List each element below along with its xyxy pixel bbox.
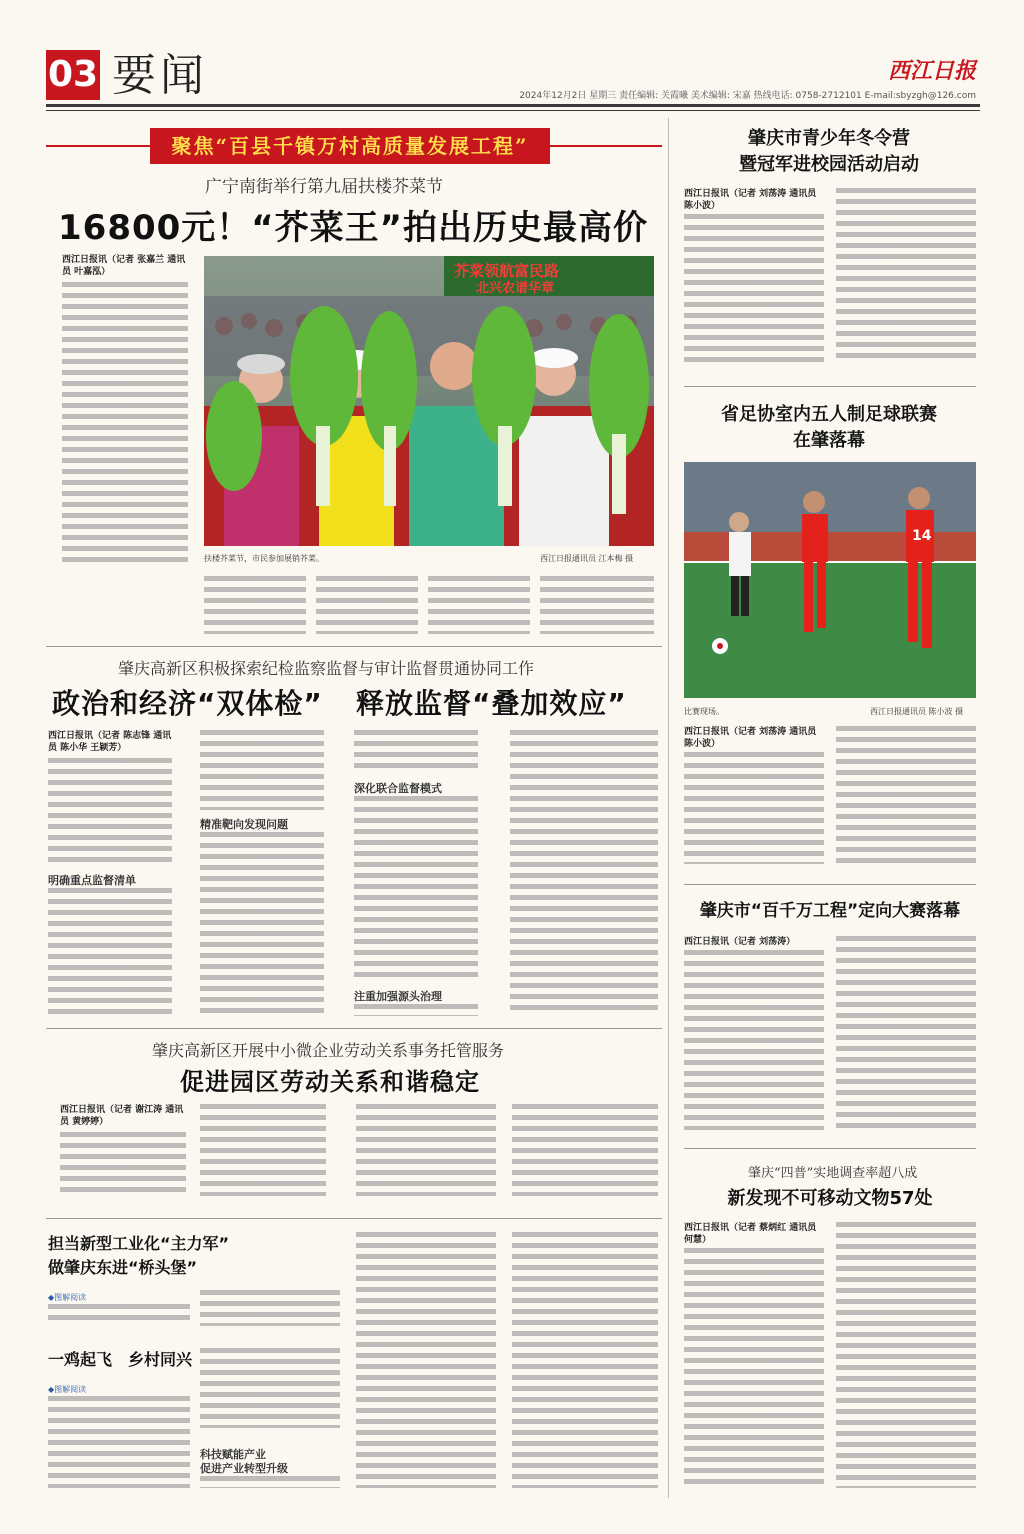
contest-byline: 西江日报讯（记者 刘荡涛） [684,937,796,947]
contest-body-col1 [684,950,824,1130]
newspaper-logo: 西江日报 [887,58,976,84]
section-divider [46,1218,662,1219]
audit-body-col2a [200,730,324,810]
lead-body-col4 [428,576,530,634]
camp-body-col1 [684,214,824,364]
topic-banner: 聚焦“百县千镇万村高质量发展工程” [150,128,550,164]
football-byline: 西江日报讯（记者 刘荡涛 通讯员 陈小波） [684,727,817,749]
industry-summary-1b [200,1290,340,1326]
camp-body-col2 [836,188,976,364]
industry-body-col2c [200,1476,340,1488]
lead-body-col2 [204,576,306,634]
football-headline-1: 省足协室内五人制足球联赛 [721,404,937,425]
mustard-festival-photo [204,256,654,546]
contest-body-col2 [836,936,976,1130]
svg-text:14: 14 [912,528,932,544]
audit-body-col1b [48,888,172,1014]
masthead [46,50,980,106]
relic-body-col2 [836,1222,976,1488]
football-headline-2: 在肇落幕 [793,430,865,451]
football-body-col2 [836,726,976,864]
audit-subhead-3: 深化联合监督模式 [354,782,442,795]
labor-byline: 西江日报讯（记者 谢江涛 通讯员 黄婷婷） [60,1105,184,1127]
football-photo [684,462,976,698]
audit-byline: 西江日报讯（记者 陈志锋 通讯员 陈小华 王颖芳） [48,731,172,753]
lead-photo [204,256,654,546]
photo-banner-text-1: 芥菜领航富民路 [454,262,560,280]
futsal-match-photo [684,462,976,698]
football-photo-caption: 比赛现场。 [684,707,724,716]
lead-headline: 16800元！“芥菜王”拍出历史最高价 [58,208,648,248]
section-divider [684,386,976,387]
lead-body-col1 [62,282,188,564]
audit-subhead-1: 明确重点监督清单 [48,874,136,887]
contest-headline: 肇庆市“百千万工程”定向大赛落幕 [699,901,961,921]
masthead-rule-thin [46,110,980,111]
lead-body-col3 [316,576,418,634]
labor-headline: 促进园区劳动关系和谐稳定 [180,1068,480,1096]
audit-headline-right: 释放监督“叠加效应” [356,687,627,720]
section-divider [684,1148,976,1149]
relic-headline: 新发现不可移动文物57处 [727,1188,933,1209]
lead-body-col5 [540,576,654,634]
chicken-headline: 一鸡起飞 乡村同兴 [48,1350,193,1369]
chicken-body-col1 [48,1396,190,1488]
camp-byline: 西江日报讯（记者 刘荡涛 通讯员 陈小波） [684,189,817,211]
date-line: 2024年12月2日 星期三 责任编辑: 关霞曦 美术编辑: 宋嘉 热线电话: 0758-2712101 E-mail:sbyzgh@126.com [519,91,976,101]
audit-body-col3c [354,1004,478,1016]
industry-subhead-2: 促进产业转型升级 [200,1462,288,1475]
football-body-col1 [684,752,824,864]
section-divider [684,884,976,885]
relic-byline: 西江日报讯（记者 蔡炳红 通讯员 何慧） [684,1223,817,1245]
industry-summary-1 [48,1304,190,1326]
masthead-rule [46,104,980,107]
industry-subhead: 科技赋能产业 [200,1448,266,1461]
industry-headline-2: 做肇庆东进“桥头堡” [48,1258,198,1277]
page-number: 03 [46,50,100,100]
section-divider [46,646,662,647]
section-title: 要闻 [112,50,208,101]
industry-tag-2: ◆图解阅读 [48,1385,87,1394]
industry-body-col4 [512,1232,658,1488]
relic-kicker: 肇庆“四普”实地调查率超八成 [748,1166,918,1181]
camp-headline-2: 暨冠军进校园活动启动 [739,154,919,175]
labor-body-col4 [512,1104,658,1196]
industry-tag-1: ◆图解阅读 [48,1293,87,1302]
lead-photo-credit: 西江日报通讯员 江本梅 摄 [540,554,634,563]
audit-body-col3a [354,730,478,774]
audit-body-col4 [510,730,658,1016]
audit-subhead-2: 精准靶向发现问题 [200,818,288,831]
labor-body-col3 [356,1104,496,1196]
audit-kicker: 肇庆高新区积极探索纪检监察监督与审计监督贯通协同工作 [118,659,535,678]
labor-kicker: 肇庆高新区开展中小微企业劳动关系事务托管服务 [152,1041,505,1060]
lead-photo-caption: 扶楼芥菜节，市民参加展销芥菜。 [204,554,324,563]
industry-body-col3 [356,1232,496,1488]
football-photo-credit: 西江日报通讯员 陈小波 摄 [870,707,964,716]
camp-headline-1: 肇庆市青少年冬令营 [748,128,910,149]
lead-byline: 西江日报讯（记者 张嘉兰 通讯员 叶嘉泓） [62,255,186,277]
audit-body-col1a [48,758,172,868]
audit-body-col3b [354,796,478,982]
section-divider [46,1028,662,1029]
photo-banner-text-2: 北兴农谱华章 [476,281,555,296]
industry-headline-1: 担当新型工业化“主力军” [48,1234,230,1253]
audit-body-col2b [200,832,324,1014]
audit-headline-left: 政治和经济“双体检” [52,687,323,720]
labor-body-col2 [200,1104,326,1196]
relic-body-col1 [684,1248,824,1488]
column-divider [668,118,669,1498]
audit-subhead-4: 注重加强源头治理 [354,990,442,1003]
labor-body-col1 [60,1132,186,1196]
chicken-body-col2 [200,1348,340,1428]
lead-kicker: 广宁南街举行第九届扶楼芥菜节 [205,177,443,197]
